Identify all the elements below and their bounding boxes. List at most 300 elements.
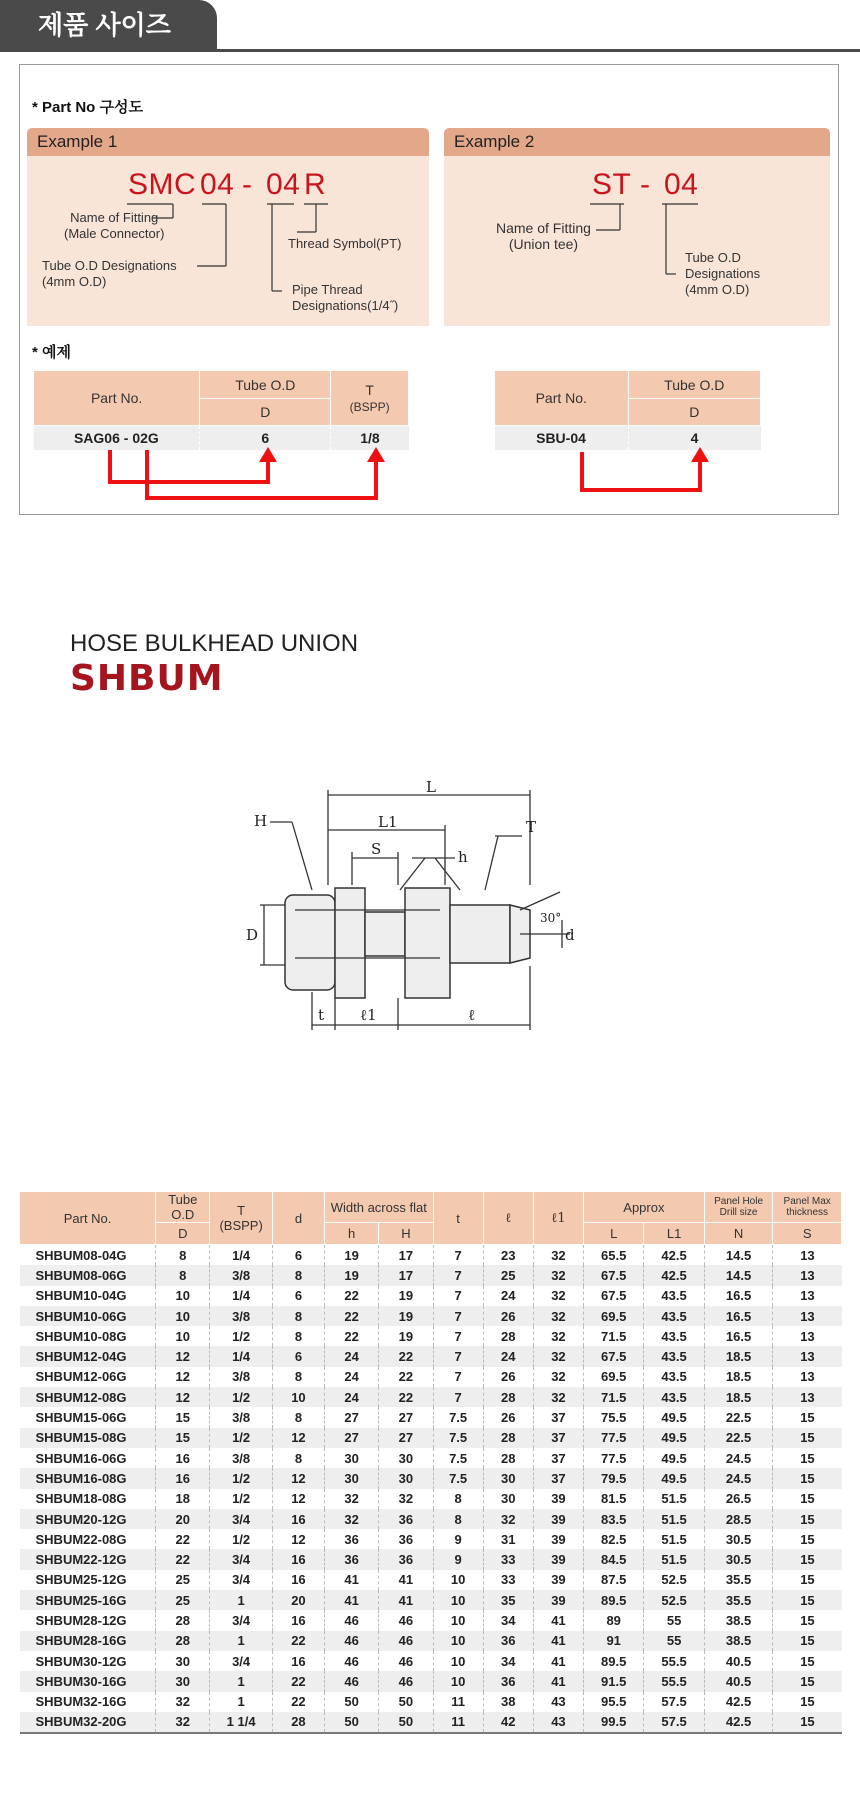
cell-S: 15 [773, 1448, 842, 1468]
ex1-header-bspp: (BSPP) [349, 399, 390, 414]
table-row [20, 1631, 842, 1651]
cell-L: 82.5 [584, 1529, 644, 1549]
th-D: D [156, 1223, 210, 1245]
cell-h: 22 [325, 1306, 379, 1326]
cell-N: 30.5 [704, 1549, 773, 1569]
cell-L1: 55.5 [644, 1671, 704, 1691]
cell-t-bspp: 3/8 [210, 1407, 272, 1427]
cell-L: 71.5 [584, 1387, 644, 1407]
th-tube-od: Tube O.D [156, 1192, 210, 1223]
cell-l1: 43 [533, 1692, 583, 1712]
cell-N: 18.5 [704, 1387, 773, 1407]
cell-l1: 41 [533, 1631, 583, 1651]
cell-part-no: SHBUM22-08G [20, 1529, 156, 1549]
cell-t: 8 [433, 1509, 483, 1529]
cell-L: 91 [584, 1631, 644, 1651]
cell-S: 13 [773, 1387, 842, 1407]
cell-N: 14.5 [704, 1265, 773, 1285]
cell-L: 65.5 [584, 1245, 644, 1266]
example1-label-thread-symbol: Thread Symbol(PT) [288, 236, 402, 251]
spec-table-body [20, 1245, 842, 1734]
th-T [210, 1192, 272, 1245]
cell-d: 28 [272, 1712, 324, 1733]
cell-L1: 49.5 [644, 1448, 704, 1468]
cell-tube-od: 12 [156, 1387, 210, 1407]
cell-t: 7 [433, 1245, 483, 1266]
cell-t: 10 [433, 1570, 483, 1590]
cell-tube-od: 22 [156, 1529, 210, 1549]
cell-H: 17 [379, 1245, 433, 1266]
cell-tube-od: 12 [156, 1346, 210, 1366]
cell-d: 16 [272, 1509, 324, 1529]
cell-S: 13 [773, 1286, 842, 1306]
cell-part-no: SHBUM10-06G [20, 1306, 156, 1326]
cell-S: 15 [773, 1671, 842, 1691]
cell-l1: 37 [533, 1448, 583, 1468]
cell-S: 15 [773, 1489, 842, 1509]
cell-d: 22 [272, 1631, 324, 1651]
cell-t: 7.5 [433, 1468, 483, 1488]
cell-H: 19 [379, 1286, 433, 1306]
cell-N: 35.5 [704, 1570, 773, 1590]
cell-l: 33 [483, 1570, 533, 1590]
cell-tube-od: 8 [156, 1265, 210, 1285]
ex1-cell-t: 1/8 [331, 426, 409, 451]
table-row [20, 1387, 842, 1407]
cell-L1: 55 [644, 1610, 704, 1630]
dim-S: S [371, 840, 382, 858]
cell-t: 7 [433, 1387, 483, 1407]
cell-l1: 32 [533, 1346, 583, 1366]
example2-code-dash: - [640, 168, 651, 201]
cell-t: 8 [433, 1489, 483, 1509]
cell-N: 38.5 [704, 1631, 773, 1651]
cell-S: 15 [773, 1692, 842, 1712]
cell-l: 24 [483, 1346, 533, 1366]
cell-L1: 55.5 [644, 1651, 704, 1671]
cell-h: 24 [325, 1387, 379, 1407]
example1-title: Example 1 [27, 128, 429, 156]
cell-part-no: SHBUM20-12G [20, 1509, 156, 1529]
th-l1: ℓ1 [533, 1192, 583, 1245]
ex1-cell-part-no: SAG06 - 02G [34, 426, 200, 451]
cell-L1: 42.5 [644, 1265, 704, 1285]
cell-H: 19 [379, 1326, 433, 1346]
cell-part-no: SHBUM30-12G [20, 1651, 156, 1671]
cell-t: 7.5 [433, 1428, 483, 1448]
cell-l: 38 [483, 1692, 533, 1712]
cell-l1: 32 [533, 1326, 583, 1346]
examples-note: * 예제 [32, 344, 71, 361]
cell-h: 46 [325, 1651, 379, 1671]
cell-tube-od: 25 [156, 1570, 210, 1590]
cell-N: 38.5 [704, 1610, 773, 1630]
cell-tube-od: 8 [156, 1245, 210, 1266]
cell-h: 27 [325, 1428, 379, 1448]
cell-h: 19 [325, 1245, 379, 1266]
cell-L: 84.5 [584, 1549, 644, 1569]
cell-L1: 57.5 [644, 1712, 704, 1733]
cell-tube-od: 32 [156, 1712, 210, 1733]
cell-t-bspp: 3/8 [210, 1448, 272, 1468]
cell-d: 12 [272, 1468, 324, 1488]
table-row [20, 1570, 842, 1590]
cell-N: 22.5 [704, 1407, 773, 1427]
cell-tube-od: 18 [156, 1489, 210, 1509]
cell-part-no: SHBUM10-08G [20, 1326, 156, 1346]
cell-h: 46 [325, 1610, 379, 1630]
th-d: d [272, 1192, 324, 1245]
cell-L1: 43.5 [644, 1346, 704, 1366]
ex1-header-t [331, 371, 409, 426]
cell-L: 67.5 [584, 1265, 644, 1285]
cell-tube-od: 20 [156, 1509, 210, 1529]
table-row [20, 1346, 842, 1366]
cell-H: 46 [379, 1610, 433, 1630]
cell-L1: 51.5 [644, 1529, 704, 1549]
cell-L1: 51.5 [644, 1549, 704, 1569]
cell-L1: 43.5 [644, 1326, 704, 1346]
cell-h: 41 [325, 1590, 379, 1610]
th-L1: L1 [644, 1223, 704, 1245]
example1-label-tube-od: Tube O.D Designations (4mm O.D) [42, 258, 177, 289]
ex2-cell-d: 4 [628, 426, 760, 451]
th-S: S [773, 1223, 842, 1245]
cell-tube-od: 28 [156, 1631, 210, 1651]
cell-l: 30 [483, 1468, 533, 1488]
table-row [20, 1407, 842, 1427]
cell-N: 40.5 [704, 1651, 773, 1671]
cell-L: 67.5 [584, 1286, 644, 1306]
ex2-header-tube-od: Tube O.D [628, 371, 760, 399]
table-row [20, 1671, 842, 1691]
header-divider [0, 49, 860, 52]
cell-t-bspp: 1/2 [210, 1489, 272, 1509]
cell-d: 22 [272, 1692, 324, 1712]
cell-L: 87.5 [584, 1570, 644, 1590]
cell-H: 22 [379, 1367, 433, 1387]
cell-N: 42.5 [704, 1692, 773, 1712]
cell-L: 71.5 [584, 1326, 644, 1346]
cell-t: 7 [433, 1265, 483, 1285]
cell-part-no: SHBUM22-12G [20, 1549, 156, 1569]
cell-t-bspp: 3/4 [210, 1610, 272, 1630]
dim-D: D [246, 926, 259, 944]
th-H: H [379, 1223, 433, 1245]
cell-part-no: SHBUM16-06G [20, 1448, 156, 1468]
th-width-across-flat: Width across flat [325, 1192, 434, 1223]
cell-d: 8 [272, 1448, 324, 1468]
cell-L: 77.5 [584, 1428, 644, 1448]
cell-tube-od: 16 [156, 1468, 210, 1488]
cell-t-bspp: 1/2 [210, 1529, 272, 1549]
cell-t-bspp: 1 1/4 [210, 1712, 272, 1733]
cell-part-no: SHBUM12-04G [20, 1346, 156, 1366]
th-panel-hole: Panel Hole Drill size [704, 1192, 773, 1223]
cell-L1: 49.5 [644, 1407, 704, 1427]
cell-S: 13 [773, 1346, 842, 1366]
cell-t-bspp: 3/8 [210, 1265, 272, 1285]
cell-H: 27 [379, 1428, 433, 1448]
cell-L1: 49.5 [644, 1468, 704, 1488]
table-row [20, 1692, 842, 1712]
cell-l1: 37 [533, 1407, 583, 1427]
cell-S: 15 [773, 1610, 842, 1630]
cell-S: 15 [773, 1407, 842, 1427]
cell-l: 36 [483, 1671, 533, 1691]
cell-part-no: SHBUM12-08G [20, 1387, 156, 1407]
cell-t: 10 [433, 1610, 483, 1630]
cell-l: 25 [483, 1265, 533, 1285]
cell-L1: 52.5 [644, 1570, 704, 1590]
cell-L: 89 [584, 1610, 644, 1630]
example1-code-dash: - [242, 168, 253, 201]
cell-tube-od: 12 [156, 1367, 210, 1387]
cell-d: 22 [272, 1671, 324, 1691]
cell-l1: 32 [533, 1245, 583, 1266]
cell-H: 32 [379, 1489, 433, 1509]
cell-L1: 42.5 [644, 1245, 704, 1266]
cell-H: 19 [379, 1306, 433, 1326]
example-arrows [0, 440, 860, 510]
cell-l: 24 [483, 1286, 533, 1306]
cell-h: 50 [325, 1692, 379, 1712]
th-l: ℓ [483, 1192, 533, 1245]
cell-h: 36 [325, 1549, 379, 1569]
cell-part-no: SHBUM25-12G [20, 1570, 156, 1590]
cell-l: 33 [483, 1549, 533, 1569]
cell-L1: 57.5 [644, 1692, 704, 1712]
example2-code-fitting: ST [592, 168, 632, 201]
th-bspp: (BSPP) [219, 1218, 263, 1233]
ex1-cell-d: 6 [200, 426, 331, 451]
cell-t-bspp: 3/8 [210, 1367, 272, 1387]
cell-L: 67.5 [584, 1346, 644, 1366]
cell-d: 16 [272, 1570, 324, 1590]
cell-t: 10 [433, 1671, 483, 1691]
table-row [20, 1489, 842, 1509]
cell-S: 13 [773, 1245, 842, 1266]
cell-t-bspp: 1 [210, 1671, 272, 1691]
ex2-header-part-no: Part No. [495, 371, 629, 426]
dim-d: d [565, 926, 575, 944]
cell-l1: 43 [533, 1712, 583, 1733]
cell-part-no: SHBUM12-06G [20, 1367, 156, 1387]
cell-t-bspp: 3/4 [210, 1509, 272, 1529]
cell-L: 81.5 [584, 1489, 644, 1509]
cell-l1: 39 [533, 1509, 583, 1529]
cell-L: 79.5 [584, 1468, 644, 1488]
cell-l1: 39 [533, 1570, 583, 1590]
cell-L1: 43.5 [644, 1306, 704, 1326]
dim-L1: L1 [378, 813, 398, 831]
cell-d: 12 [272, 1428, 324, 1448]
cell-l1: 32 [533, 1286, 583, 1306]
cell-d: 8 [272, 1265, 324, 1285]
cell-L: 95.5 [584, 1692, 644, 1712]
cell-h: 19 [325, 1265, 379, 1285]
cell-part-no: SHBUM16-08G [20, 1468, 156, 1488]
cell-tube-od: 28 [156, 1610, 210, 1630]
cell-h: 30 [325, 1468, 379, 1488]
cell-L: 69.5 [584, 1367, 644, 1387]
cell-S: 15 [773, 1529, 842, 1549]
cell-tube-od: 10 [156, 1326, 210, 1346]
cell-part-no: SHBUM28-12G [20, 1610, 156, 1630]
table-row [20, 1509, 842, 1529]
cell-L: 69.5 [584, 1306, 644, 1326]
cell-S: 15 [773, 1468, 842, 1488]
cell-tube-od: 30 [156, 1671, 210, 1691]
table-row [20, 1448, 842, 1468]
cell-part-no: SHBUM18-08G [20, 1489, 156, 1509]
cell-l: 26 [483, 1407, 533, 1427]
cell-t-bspp: 1 [210, 1692, 272, 1712]
cell-N: 42.5 [704, 1712, 773, 1733]
example1-label-pipe-thread: Pipe Thread Designations(1/4˝) [292, 282, 399, 313]
example1-code-symbol: R [304, 168, 327, 201]
cell-d: 8 [272, 1367, 324, 1387]
th-t: t [433, 1192, 483, 1245]
cell-N: 28.5 [704, 1509, 773, 1529]
cell-L1: 43.5 [644, 1367, 704, 1387]
cell-L1: 49.5 [644, 1428, 704, 1448]
cell-t-bspp: 1/4 [210, 1286, 272, 1306]
cell-tube-od: 22 [156, 1549, 210, 1569]
cell-L: 83.5 [584, 1509, 644, 1529]
example2-label-name: Name of Fitting (Union tee) [496, 220, 591, 252]
cell-l: 28 [483, 1326, 533, 1346]
cell-H: 46 [379, 1631, 433, 1651]
cell-h: 50 [325, 1712, 379, 1733]
cell-l: 28 [483, 1428, 533, 1448]
cell-l1: 39 [533, 1549, 583, 1569]
cell-l1: 37 [533, 1468, 583, 1488]
cell-d: 8 [272, 1326, 324, 1346]
cell-N: 24.5 [704, 1448, 773, 1468]
dim-L: L [426, 780, 436, 796]
cell-N: 18.5 [704, 1367, 773, 1387]
cell-d: 20 [272, 1590, 324, 1610]
cell-l1: 32 [533, 1387, 583, 1407]
table-row [20, 1428, 842, 1448]
cell-l: 26 [483, 1367, 533, 1387]
cell-part-no: SHBUM30-16G [20, 1671, 156, 1691]
cell-S: 15 [773, 1590, 842, 1610]
cell-l1: 39 [533, 1529, 583, 1549]
cell-L1: 52.5 [644, 1590, 704, 1610]
cell-S: 13 [773, 1265, 842, 1285]
cell-L: 77.5 [584, 1448, 644, 1468]
cell-h: 46 [325, 1631, 379, 1651]
cell-part-no: SHBUM08-04G [20, 1245, 156, 1266]
product-subtitle: HOSE BULKHEAD UNION [70, 630, 359, 657]
cell-l1: 39 [533, 1590, 583, 1610]
cell-t: 10 [433, 1590, 483, 1610]
cell-t: 11 [433, 1692, 483, 1712]
cell-h: 32 [325, 1489, 379, 1509]
cell-l: 28 [483, 1448, 533, 1468]
ex1-header-part-no: Part No. [34, 371, 200, 426]
cell-h: 32 [325, 1509, 379, 1529]
cell-h: 22 [325, 1286, 379, 1306]
th-h: h [325, 1223, 379, 1245]
cell-t: 7.5 [433, 1407, 483, 1427]
cell-d: 8 [272, 1306, 324, 1326]
cell-l1: 41 [533, 1610, 583, 1630]
cell-L1: 51.5 [644, 1489, 704, 1509]
cell-L: 89.5 [584, 1651, 644, 1671]
example2-label-tube-od: Tube O.D Designations (4mm O.D) [685, 250, 761, 297]
cell-d: 16 [272, 1610, 324, 1630]
cell-H: 36 [379, 1529, 433, 1549]
cell-l1: 32 [533, 1367, 583, 1387]
cell-H: 17 [379, 1265, 433, 1285]
cell-L: 89.5 [584, 1590, 644, 1610]
cell-h: 24 [325, 1346, 379, 1366]
cell-h: 24 [325, 1367, 379, 1387]
cell-l1: 41 [533, 1671, 583, 1691]
cell-t-bspp: 1/2 [210, 1428, 272, 1448]
example1-code-fitting: SMC [128, 168, 197, 201]
cell-L: 75.5 [584, 1407, 644, 1427]
cell-L1: 55 [644, 1631, 704, 1651]
cell-t: 7 [433, 1286, 483, 1306]
th-T-label: T [237, 1203, 246, 1218]
section-header [0, 0, 860, 52]
cell-N: 26.5 [704, 1489, 773, 1509]
bulkhead-union-drawing [240, 780, 620, 1040]
product-name: SHBUM [70, 658, 224, 699]
dim-angle: 30° [540, 911, 562, 925]
cell-S: 15 [773, 1428, 842, 1448]
cell-part-no: SHBUM15-06G [20, 1407, 156, 1427]
table-row [20, 1286, 842, 1306]
cell-t: 10 [433, 1631, 483, 1651]
cell-H: 36 [379, 1509, 433, 1529]
cell-h: 36 [325, 1529, 379, 1549]
cell-h: 46 [325, 1671, 379, 1691]
cell-t-bspp: 1/4 [210, 1346, 272, 1366]
cell-t: 7 [433, 1306, 483, 1326]
cell-S: 15 [773, 1509, 842, 1529]
cell-H: 22 [379, 1346, 433, 1366]
cell-d: 8 [272, 1407, 324, 1427]
cell-N: 35.5 [704, 1590, 773, 1610]
cell-t: 7 [433, 1367, 483, 1387]
cell-t-bspp: 1/2 [210, 1387, 272, 1407]
cell-l1: 41 [533, 1651, 583, 1671]
cell-l: 30 [483, 1489, 533, 1509]
cell-t-bspp: 1 [210, 1631, 272, 1651]
table-row [20, 1306, 842, 1326]
th-N: N [704, 1223, 773, 1245]
example1-label-name: Name of Fitting (Male Connector) [64, 210, 165, 241]
cell-N: 16.5 [704, 1286, 773, 1306]
th-approx: Approx [584, 1192, 705, 1223]
cell-d: 12 [272, 1489, 324, 1509]
cell-part-no: SHBUM25-16G [20, 1590, 156, 1610]
cell-tube-od: 16 [156, 1448, 210, 1468]
cell-L1: 51.5 [644, 1509, 704, 1529]
dim-T: T [526, 818, 537, 836]
cell-H: 27 [379, 1407, 433, 1427]
example2-code-od: 04 [664, 168, 699, 201]
cell-tube-od: 10 [156, 1286, 210, 1306]
cell-h: 41 [325, 1570, 379, 1590]
table-row [20, 1468, 842, 1488]
cell-l: 31 [483, 1529, 533, 1549]
